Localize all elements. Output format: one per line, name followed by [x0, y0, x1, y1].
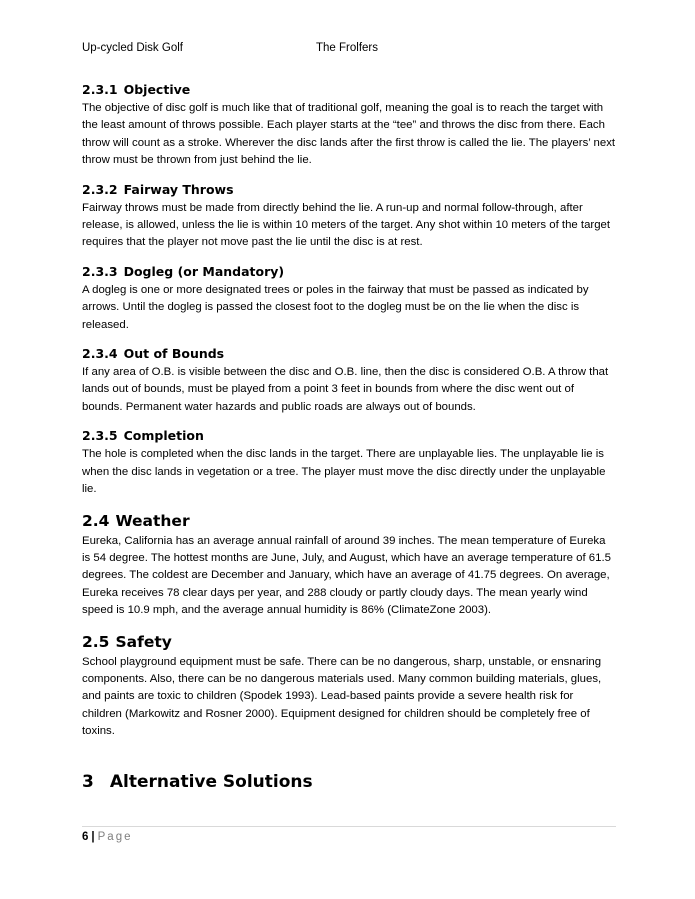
section-out-of-bounds: [82, 346, 616, 416]
section-number: 2.4: [82, 511, 110, 530]
section-paragraph: The objective of disc golf is much like that of traditional golf, meaning the goal is to reach the target with the least amount of throws possible. Each player starts at the “tee” and throws the disc from there. Each throw will count as a stroke. Wherever the disc lands after the first throw is called the lie. The players’ next throw must be thrown from just behind the lie.: [82, 102, 616, 167]
section-title: Dogleg (or Mandatory): [123, 263, 285, 279]
section-paragraph: Eureka, California has an average annual rainfall of around 39 inches. The mean temperature of Eureka is 54 degree. The hottest months are June, July, and August, which have an average temperature of 61.5 degrees. The coldest are December and January, which have an average of 41.75 degrees. On average, Eureka receives 78 clear days per year, and 288 cloudy or partly cloudy days. The mean yearly wind speed is 10.9 mph, and the average annual humidity is 86% (ClimateZone 2003).: [82, 534, 611, 617]
section-heading: [82, 264, 616, 280]
chapter-number: 3: [82, 771, 94, 792]
section-title: Safety: [115, 632, 172, 651]
section-title: Completion: [123, 428, 204, 444]
section-paragraph: School playground equipment must be safe. There can be no dangerous, sharp, unstable, or ensnaring components. Also, there can be no dangerous materials used. Many common building materials, glues, and paints are toxic to children (Spodek 1993). Lead-based paints provide a severe health risk for children (Markowitz and Rosner 2000). Equipment designed for children should be completely free of toxins.: [82, 655, 602, 738]
section-objective: [82, 82, 616, 170]
page-body: [82, 82, 616, 793]
running-header-title: Up-cycled Disk Golf: [82, 42, 183, 54]
section-title: Weather: [115, 511, 190, 530]
section-number: 2.3.1: [82, 82, 118, 97]
page-label: Page: [97, 831, 133, 843]
section-dogleg: [82, 264, 616, 334]
section-number: 2.3.2: [82, 181, 118, 197]
section-heading: [82, 346, 616, 362]
footer-separator: |: [91, 831, 95, 843]
section-number: 2.3.4: [82, 346, 118, 362]
page-number: 6: [82, 831, 89, 843]
section-title: Objective: [123, 82, 191, 97]
section-number: 2.3.5: [82, 428, 118, 444]
section-heading: [82, 82, 616, 98]
section-safety: [82, 632, 616, 741]
section-heading: [82, 182, 616, 198]
section-weather: [82, 511, 616, 620]
section-number: 2.3.3: [82, 263, 118, 279]
section-number: 2.5: [82, 632, 110, 651]
section-paragraph: If any area of O.B. is visible between the disc and O.B. line, then the disc is considered O.B. A throw that lands out of bounds, must be played from a point 3 feet in bounds from where the disc went out of bounds. Permanent water hazards and public roads are always out of bounds.: [82, 366, 609, 413]
chapter-heading: [82, 771, 616, 793]
running-header-team: The Frolfers: [316, 42, 378, 54]
section-title: Fairway Throws: [123, 181, 234, 197]
section-paragraph: Fairway throws must be made from directly behind the lie. A run-up and normal follow-through, after release, is allowed, unless the lie is within 10 meters of the target. Any shot within 10 meters of the target requires that the player not move past the lie until the disc is at rest.: [82, 201, 611, 249]
section-fairway-throws: [82, 182, 616, 252]
section-paragraph: A dogleg is one or more designated trees or poles in the fairway that must be passed as indicated by arrows. Until the dogleg is passed the closest foot to the dogleg must be on the lie when the disc is released.: [82, 283, 589, 331]
section-heading: [82, 632, 616, 652]
section-heading: [82, 511, 616, 531]
section-heading: [82, 428, 616, 444]
section-paragraph: The hole is completed when the disc lands in the target. There are unplayable lies. The unplayable lie is when the disc lands in vegetation or a tree. The player must move the disc directly under the unplayable lie.: [82, 448, 606, 496]
page-footer: [82, 826, 616, 843]
section-title: Out of Bounds: [123, 346, 225, 362]
chapter-title: Alternative Solutions: [109, 771, 313, 792]
section-completion: [82, 428, 616, 498]
